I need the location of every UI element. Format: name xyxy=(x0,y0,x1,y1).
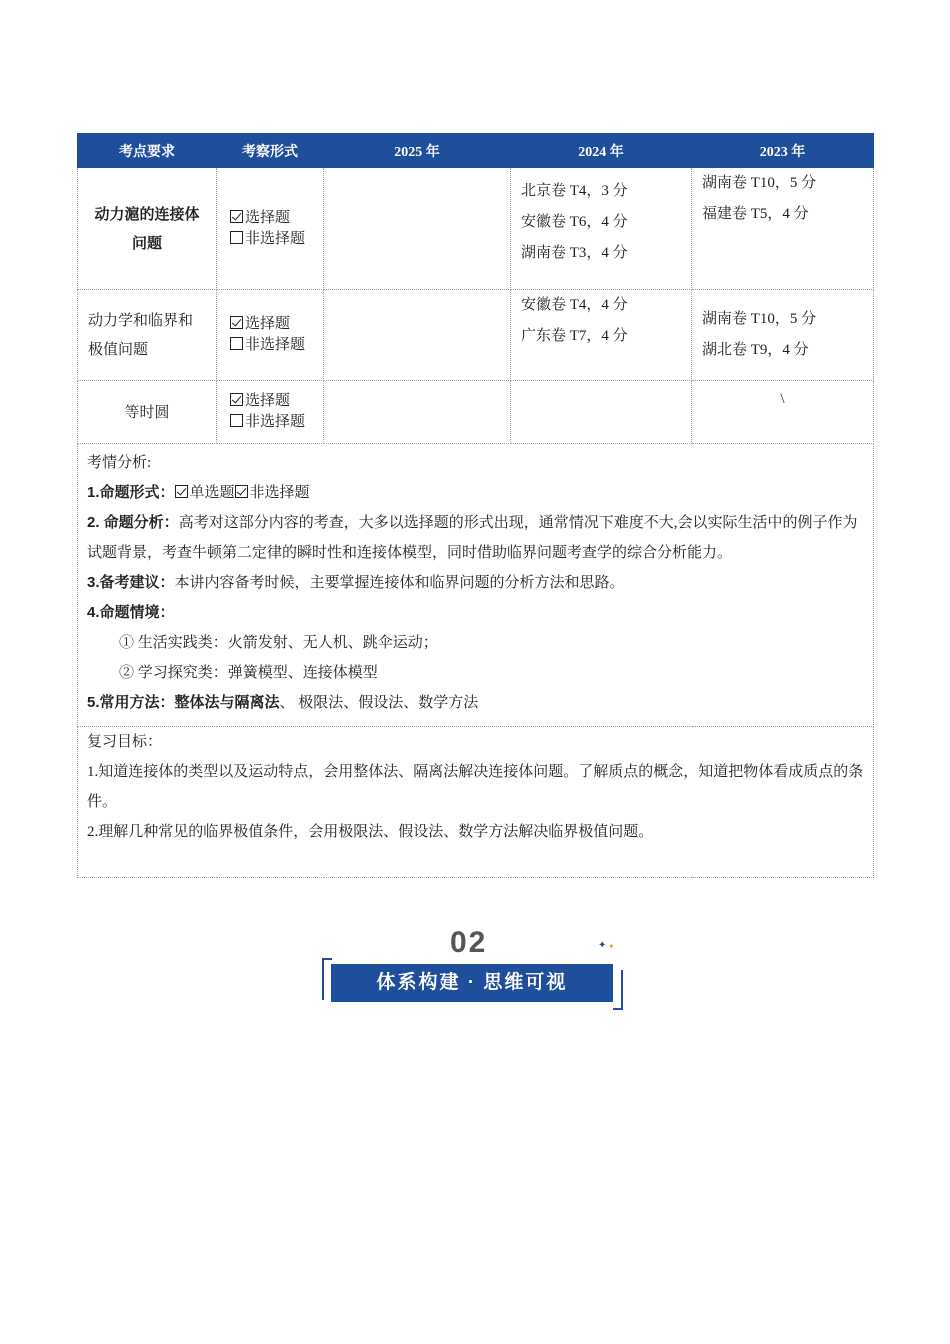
exam-table xyxy=(77,133,874,878)
checkbox-empty-icon xyxy=(230,337,243,350)
analysis-item-5: 5.常用方法：整体法与隔离法、 极限法、假设法、数学方法 xyxy=(87,694,479,711)
cell-2023 xyxy=(692,290,874,381)
cell-2025 xyxy=(324,168,511,290)
header-2023: 2023 年 xyxy=(692,134,874,168)
checkbox-checked-icon xyxy=(230,316,243,329)
analysis-cell xyxy=(78,444,874,727)
analysis-item-4: 4.命题情境： xyxy=(87,604,175,621)
cell-2024 xyxy=(511,290,692,381)
checkbox-checked-icon xyxy=(230,393,243,406)
exam-item: 安徽卷 T4，4 分 xyxy=(521,297,628,313)
section-title: 体系构建 · 思维可视 xyxy=(331,964,613,1002)
topic-cell xyxy=(78,290,217,381)
topic-line: 极值问题 xyxy=(88,341,149,358)
exam-item: 福建卷 T5，4 分 xyxy=(702,206,809,222)
exam-item: 湖南卷 T10，5 分 xyxy=(702,175,817,191)
cell-2025 xyxy=(324,290,511,381)
header-2024: 2024 年 xyxy=(511,134,692,168)
topic-line: 等时圆 xyxy=(124,403,170,421)
form-option: 非选择题 xyxy=(245,414,306,430)
exam-item: 湖南卷 T3，4 分 xyxy=(521,245,628,261)
goals-row xyxy=(78,727,874,878)
form-cell xyxy=(217,168,324,290)
analysis-heading: 考情分析: xyxy=(87,455,152,471)
analysis-item-1: 1.命题形式： 单选题 非选择题 xyxy=(87,484,310,501)
exam-item: 广东卷 T7，4 分 xyxy=(521,328,628,344)
section-number: 02 xyxy=(450,926,488,959)
topic-line: 动力学和临界和 xyxy=(88,312,194,329)
topic-cell xyxy=(78,381,217,444)
checkbox-empty-icon xyxy=(230,414,243,427)
checkbox-checked-icon xyxy=(235,485,248,498)
form-option: 非选择题 xyxy=(245,230,306,247)
form-cell xyxy=(217,290,324,381)
analysis-item-4-sub: ① 生活实践类：火箭发射、无人机、跳伞运动； xyxy=(119,635,438,651)
table-row xyxy=(78,381,874,444)
analysis-row xyxy=(78,444,874,727)
header-2025: 2025 年 xyxy=(324,134,511,168)
exam-overview xyxy=(77,133,873,878)
cell-2024 xyxy=(511,168,692,290)
analysis-item-3: 3.备考建议：本讲内容备考时候，主要掌握连接体和临界问题的分析方法和思路。 xyxy=(87,574,625,591)
goals-cell xyxy=(78,727,874,878)
checkbox-checked-icon xyxy=(230,210,243,223)
goals-heading: 复习目标： xyxy=(87,734,163,750)
exam-item: 湖北卷 T9，4 分 xyxy=(702,342,809,358)
exam-item: 安徽卷 T6，4 分 xyxy=(521,214,628,230)
checkbox-checked-icon xyxy=(175,485,188,498)
topic-line: 动力滬的连接体 xyxy=(94,205,200,223)
bracket-decoration xyxy=(613,970,623,1010)
cell-2023 xyxy=(692,381,874,444)
header-requirement: 考点要求 xyxy=(78,134,217,168)
cell-2024 xyxy=(511,381,692,444)
form-option: 选择题 xyxy=(245,316,291,332)
form-cell xyxy=(217,381,324,444)
table-row xyxy=(78,290,874,381)
header-form: 考察形式 xyxy=(217,134,324,168)
analysis-item-4-sub: ② 学习探究类：弹簧模型、连接体模型 xyxy=(119,665,378,681)
topic-cell xyxy=(78,168,217,290)
form-option: 非选择题 xyxy=(245,337,306,353)
sparkle-icon: ✦ xyxy=(608,942,615,951)
goals-item: 2.理解几种常见的临界极值条件，会用极限法、假设法、数学方法解决临界极值问题。 xyxy=(87,824,654,840)
table-header-row xyxy=(78,134,874,168)
sparkle-icon: ✦ xyxy=(598,940,607,951)
form-option: 选择题 xyxy=(245,209,291,226)
table-row xyxy=(78,168,874,290)
section-badge xyxy=(322,926,622,1010)
goals-item: 1.知道连接体的类型以及运动特点，会用整体法、隔离法解决连接体问题。了解质点的概念，知道把物体看成质点的条件。 xyxy=(87,764,864,810)
topic-line: 问题 xyxy=(131,234,162,252)
checkbox-empty-icon xyxy=(230,231,243,244)
analysis-item-2: 2. 命题分析：高考对这部分内容的考查，大多以选择题的形式出现，通常情况下难度不大,会以实际生活中的例子作为试题背景，考查牛顿第二定律的瞬时性和连接体模型，同时借助临界问题考查学的综合分析能力。 xyxy=(87,514,858,561)
form-option: 选择题 xyxy=(245,393,291,409)
exam-item: 湖南卷 T10，5 分 xyxy=(702,311,817,327)
cell-2025 xyxy=(324,381,511,444)
exam-item: 北京卷 T4，3 分 xyxy=(521,183,628,199)
cell-2023 xyxy=(692,168,874,290)
exam-item: \ xyxy=(780,391,785,407)
